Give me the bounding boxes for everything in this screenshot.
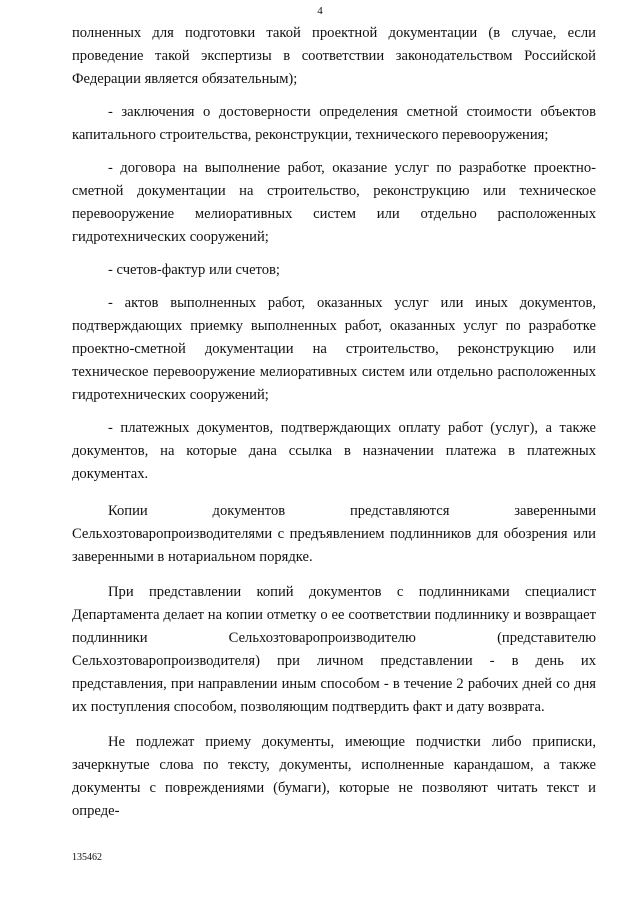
list-item-payment-documents: - платежных документов, подтверждающих оплату работ (услуг), а также документов, на которые дана ссылка в назначении платежа в платежных документах. <box>72 420 596 482</box>
paragraph-continuation: полненных для подготовки такой проектной документации (в случае, если проведение такой экспертизы в соответствии законодательством Российской Федерации является обязательным); <box>72 25 596 87</box>
list-item-acts: - актов выполненных работ, оказанных услуг или иных документов, подтверждающих приемку выполненных работ, оказанных услуг по разработке проектно-сметной документации на строительство, реконструкцию или техническое перевооружение мелиоративных систем или отдельно расположенных гидротехнических сооружений; <box>72 295 596 403</box>
document-body <box>72 22 596 835</box>
paragraph-not-accepted: Не подлежат приему документы, имеющие подчистки либо приписки, зачеркнутые слова по тексту, документы, исполненные карандашом, а также документы с повреждениями (бумаги), которые не позволяют читать текст и опреде- <box>72 734 596 819</box>
paragraph-copies-return: При представлении копий документов с подлинниками специалист Департамента делает на копии отметку о ее соответствии подлиннику и возвращает подлинники Сельхозтоваропроизводителю (представителю Сельхозтоваропроизводителя) при личном представлении - в день их представления, при направлении иным способом - в течение 2 рабочих дней со дня их поступления способом, позволяющим подтвердить факт и дату возврата. <box>72 584 596 715</box>
document-code: 135462 <box>72 852 102 863</box>
list-item-sметная-conclusion: - заключения о достоверности определения сметной стоимости объектов капитального строительства, реконструкции, технического перевооружения; <box>72 104 596 143</box>
list-item-invoices: - счетов-фактур или счетов; <box>108 262 280 278</box>
page-number: 4 <box>317 5 323 17</box>
paragraph-copies-certified: Копии документов представляются заверенными Сельхозтоваропроизводителями с предъявлением подлинников для обозрения или заверенными в нотариальном порядке. <box>72 503 596 565</box>
list-item-contract: - договора на выполнение работ, оказание услуг по разработке проектно-сметной документации на строительство, реконструкцию или техническое перевооружение мелиоративных систем или отдельно расположенных гидротехнических сооружений; <box>72 160 596 245</box>
